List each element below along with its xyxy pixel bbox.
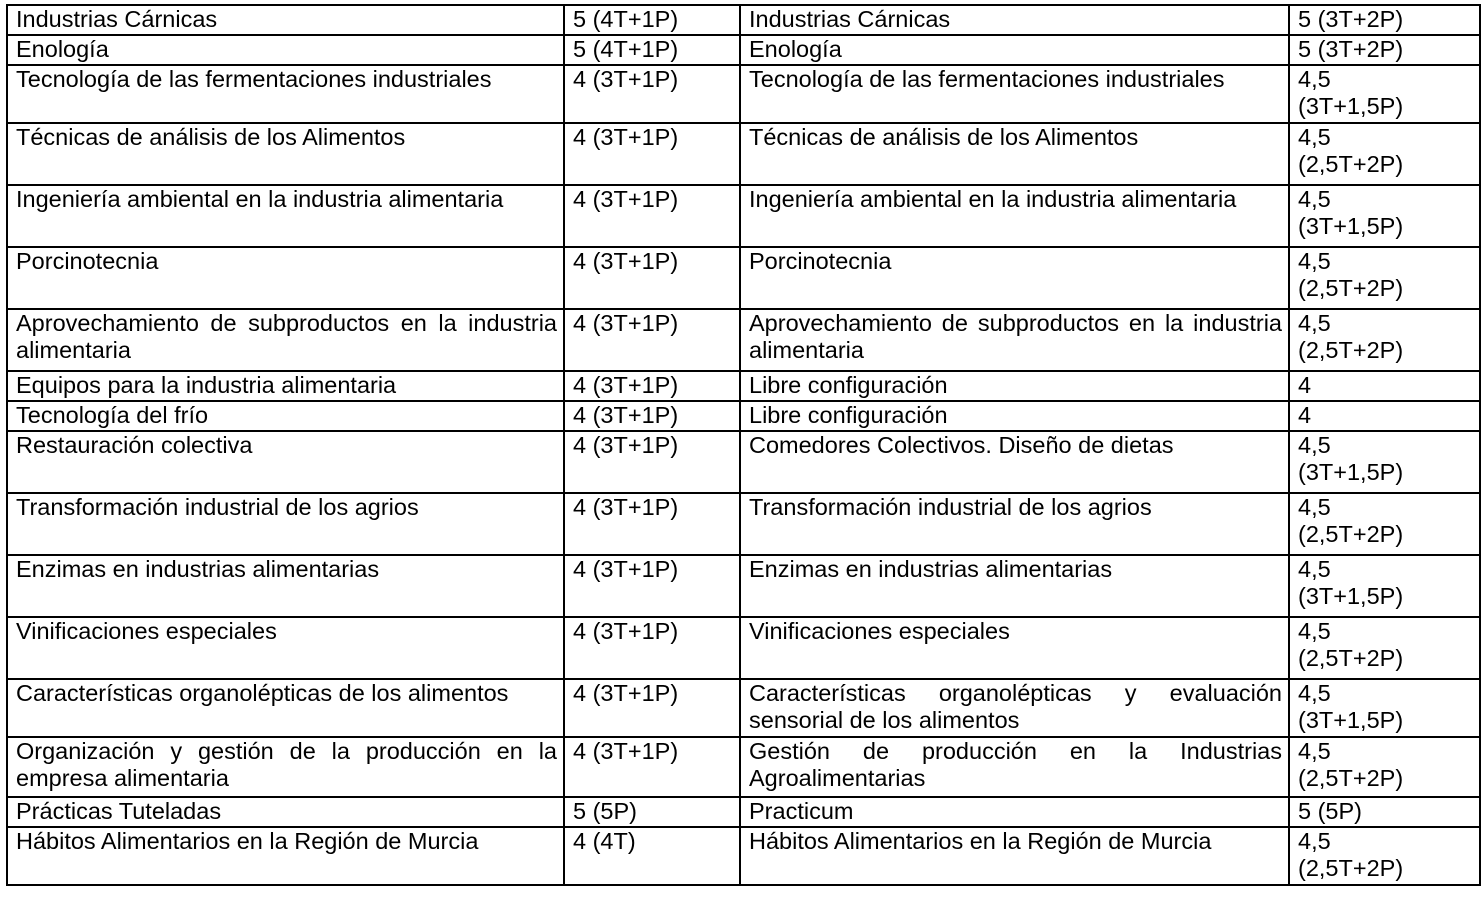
new-credits-cell: 4,5 (2,5T+2P)	[1289, 309, 1480, 371]
new-credits-cell: 4,5 (3T+1,5P)	[1289, 431, 1480, 493]
old-subject-cell: Prácticas Tuteladas	[7, 797, 564, 827]
new-subject-cell: Características organolépticas y evaluación sensorial de los alimentos	[740, 679, 1289, 737]
old-credits-cell: 4 (3T+1P)	[564, 555, 740, 617]
old-credits-cell: 4 (3T+1P)	[564, 123, 740, 185]
new-credits-cell: 4	[1289, 401, 1480, 431]
new-subject-cell: Hábitos Alimentarios en la Región de Murcia	[740, 827, 1289, 885]
old-subject-cell: Ingeniería ambiental en la industria alimentaria	[7, 185, 564, 247]
new-credits-cell: 4,5 (3T+1,5P)	[1289, 65, 1480, 123]
new-subject-cell: Técnicas de análisis de los Alimentos	[740, 123, 1289, 185]
table-row	[7, 493, 1480, 555]
old-credits-cell: 4 (3T+1P)	[564, 679, 740, 737]
new-credits-cell: 4,5 (3T+1,5P)	[1289, 679, 1480, 737]
table-row	[7, 123, 1480, 185]
old-credits-cell: 4 (3T+1P)	[564, 617, 740, 679]
table-row	[7, 401, 1480, 431]
new-credits-cell: 4,5 (2,5T+2P)	[1289, 737, 1480, 797]
table-body	[7, 5, 1480, 885]
table-row	[7, 371, 1480, 401]
table-row	[7, 797, 1480, 827]
new-credits-cell: 4,5 (2,5T+2P)	[1289, 617, 1480, 679]
new-subject-cell: Enzimas en industrias alimentarias	[740, 555, 1289, 617]
new-subject-cell: Vinificaciones especiales	[740, 617, 1289, 679]
new-subject-cell: Practicum	[740, 797, 1289, 827]
table-row	[7, 65, 1480, 123]
table-row	[7, 737, 1480, 797]
new-subject-cell: Industrias Cárnicas	[740, 5, 1289, 35]
new-credits-cell: 4,5 (2,5T+2P)	[1289, 493, 1480, 555]
old-subject-cell: Tecnología del frío	[7, 401, 564, 431]
old-subject-cell: Técnicas de análisis de los Alimentos	[7, 123, 564, 185]
table-row	[7, 185, 1480, 247]
old-credits-cell: 4 (3T+1P)	[564, 185, 740, 247]
old-subject-cell: Organización y gestión de la producción en la empresa alimentaria	[7, 737, 564, 797]
new-credits-cell: 4,5 (3T+1,5P)	[1289, 555, 1480, 617]
table-row	[7, 309, 1480, 371]
table-row	[7, 679, 1480, 737]
new-credits-cell: 4,5 (2,5T+2P)	[1289, 247, 1480, 309]
old-subject-cell: Enología	[7, 35, 564, 65]
table-row	[7, 827, 1480, 885]
new-credits-cell: 5 (3T+2P)	[1289, 5, 1480, 35]
new-subject-cell: Libre configuración	[740, 401, 1289, 431]
new-subject-cell: Transformación industrial de los agrios	[740, 493, 1289, 555]
new-credits-cell: 4,5 (3T+1,5P)	[1289, 185, 1480, 247]
old-credits-cell: 4 (3T+1P)	[564, 401, 740, 431]
new-subject-cell: Libre configuración	[740, 371, 1289, 401]
old-subject-cell: Transformación industrial de los agrios	[7, 493, 564, 555]
document-page	[6, 4, 1479, 886]
old-credits-cell: 4 (3T+1P)	[564, 247, 740, 309]
new-subject-cell: Gestión de producción en la Industrias Agroalimentarias	[740, 737, 1289, 797]
old-subject-cell: Características organolépticas de los alimentos	[7, 679, 564, 737]
table-row	[7, 555, 1480, 617]
old-credits-cell: 4 (3T+1P)	[564, 371, 740, 401]
old-credits-cell: 4 (3T+1P)	[564, 737, 740, 797]
old-subject-cell: Tecnología de las fermentaciones industriales	[7, 65, 564, 123]
old-subject-cell: Vinificaciones especiales	[7, 617, 564, 679]
new-credits-cell: 4,5 (2,5T+2P)	[1289, 827, 1480, 885]
old-credits-cell: 4 (3T+1P)	[564, 431, 740, 493]
old-credits-cell: 5 (4T+1P)	[564, 35, 740, 65]
old-subject-cell: Enzimas en industrias alimentarias	[7, 555, 564, 617]
table-row	[7, 617, 1480, 679]
new-subject-cell: Tecnología de las fermentaciones industriales	[740, 65, 1289, 123]
old-subject-cell: Aprovechamiento de subproductos en la industria alimentaria	[7, 309, 564, 371]
new-credits-cell: 4,5 (2,5T+2P)	[1289, 123, 1480, 185]
table-row	[7, 5, 1480, 35]
old-credits-cell: 4 (4T)	[564, 827, 740, 885]
old-subject-cell: Industrias Cárnicas	[7, 5, 564, 35]
old-credits-cell: 4 (3T+1P)	[564, 65, 740, 123]
new-credits-cell: 5 (3T+2P)	[1289, 35, 1480, 65]
old-credits-cell: 4 (3T+1P)	[564, 309, 740, 371]
new-credits-cell: 5 (5P)	[1289, 797, 1480, 827]
new-credits-cell: 4	[1289, 371, 1480, 401]
old-credits-cell: 5 (5P)	[564, 797, 740, 827]
new-subject-cell: Comedores Colectivos. Diseño de dietas	[740, 431, 1289, 493]
old-credits-cell: 5 (4T+1P)	[564, 5, 740, 35]
subject-equivalence-table	[6, 4, 1481, 886]
old-credits-cell: 4 (3T+1P)	[564, 493, 740, 555]
old-subject-cell: Porcinotecnia	[7, 247, 564, 309]
old-subject-cell: Hábitos Alimentarios en la Región de Murcia	[7, 827, 564, 885]
table-row	[7, 431, 1480, 493]
new-subject-cell: Porcinotecnia	[740, 247, 1289, 309]
table-row	[7, 35, 1480, 65]
old-subject-cell: Equipos para la industria alimentaria	[7, 371, 564, 401]
new-subject-cell: Aprovechamiento de subproductos en la industria alimentaria	[740, 309, 1289, 371]
new-subject-cell: Ingeniería ambiental en la industria alimentaria	[740, 185, 1289, 247]
old-subject-cell: Restauración colectiva	[7, 431, 564, 493]
table-row	[7, 247, 1480, 309]
new-subject-cell: Enología	[740, 35, 1289, 65]
